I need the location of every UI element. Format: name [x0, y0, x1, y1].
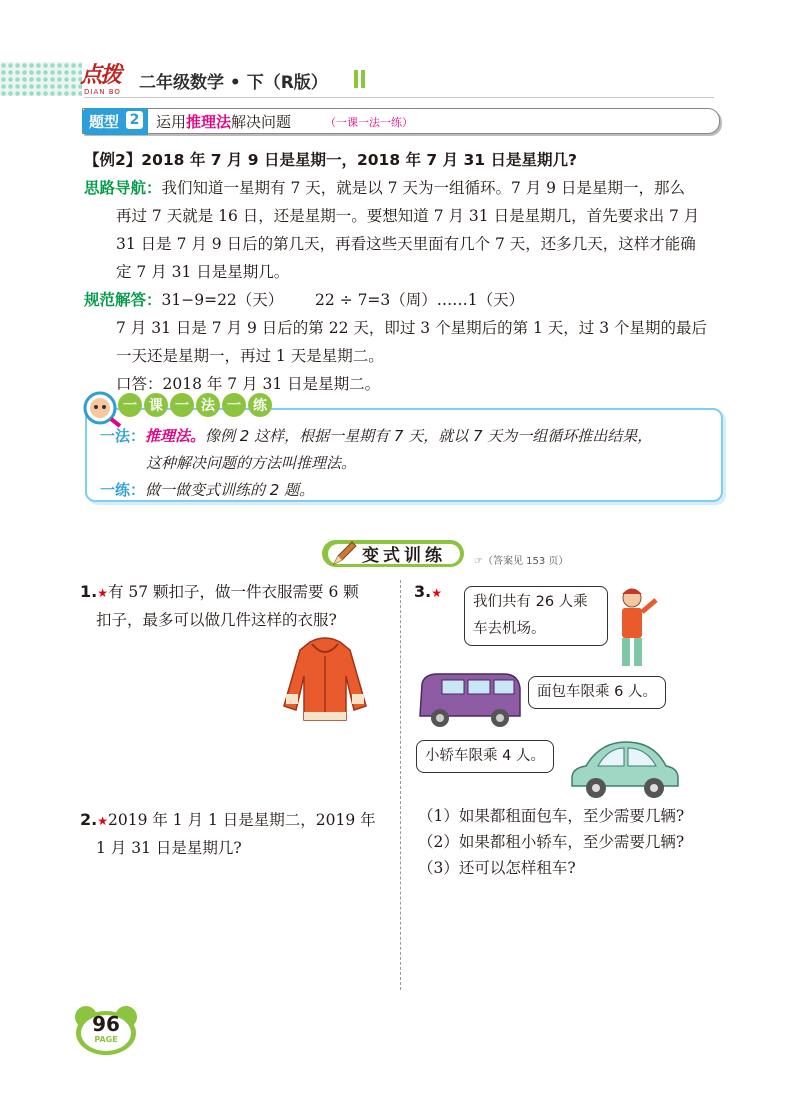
star-icon: ★ [431, 586, 442, 600]
answer-line-2: 一天还是星期一，再过 1 天是星期二。 [116, 347, 384, 365]
guide-label: 思路导航： [84, 179, 162, 197]
page-number: 96 [92, 1012, 120, 1036]
speech-bubble-van: 面包车限乘 6 人。 [528, 676, 666, 709]
star-icon: ★ [97, 586, 108, 600]
guide-line-3: 31 日是 7 月 9 日后的第几天，再看这些天里面有几个 7 天，还多几天，这样才能确 [116, 235, 696, 253]
method-fa-line-2: 这种解决问题的方法叫推理法。 [146, 454, 357, 472]
badge-char: 一 [175, 398, 189, 414]
column-divider [400, 580, 401, 990]
guide-line-4: 定 7 月 31 日是星期几。 [116, 263, 290, 281]
van-icon [416, 670, 524, 736]
page-label: PAGE [94, 1035, 118, 1044]
method-fa-line-1: 一法：推理法。像例 2 这样，根据一星期有 7 天，就以 7 天为一组循环推出结果， [100, 427, 653, 445]
q3-number: 3.★ [414, 582, 442, 601]
q1-line-1: 1.★有 57 颗扣子，做一件衣服需要 6 颗 [80, 582, 359, 601]
logo-sub: DIAN BO [84, 88, 121, 96]
q3-sub-2: （2）如果都租小轿车，至少需要几辆? [418, 833, 685, 851]
answer-equation-2: 22 ÷ 7=3（周）……1（天） [315, 291, 525, 309]
answer-line-3: 口答：2018 年 7 月 31 日是星期二。 [116, 375, 381, 393]
badge-char: 练 [253, 398, 267, 414]
car-icon [566, 738, 682, 806]
type-subtitle: （一课一法一练） [325, 116, 413, 129]
answer-line-1: 7 月 31 日是 7 月 9 日后的第 22 天，即过 3 个星期后的第 1 天，过 3 个星期的最后 [116, 319, 708, 337]
method-badge-chars [118, 390, 288, 424]
speech-bubble-car: 小轿车限乘 4 人。 [416, 740, 554, 773]
header-bars-decoration [354, 70, 368, 92]
q2-line-2: 1 月 31 日是星期几? [96, 839, 242, 857]
logo: 点拨 [80, 63, 121, 88]
type-number: 2 [126, 111, 143, 129]
child-icon [608, 584, 660, 676]
badge-char: 课 [149, 398, 163, 414]
type-title: 运用推理法解决问题 [156, 113, 292, 131]
badge-char: 一 [123, 398, 137, 414]
badge-char: 一 [227, 398, 241, 414]
guide-line-2: 再过 7 天就是 16 日，还是星期一。要想知道 7 月 31 日是星期几，首先要求出 7 月 [116, 207, 700, 225]
star-icon: ★ [97, 814, 108, 828]
speech-bubble-passengers: 我们共有 26 人乘 车去机场。 [464, 586, 608, 646]
q3-sub-3: （3）还可以怎样租车? [418, 859, 576, 877]
header-divider [84, 97, 714, 98]
q3-sub-1: （1）如果都租面包车，至少需要几辆? [418, 807, 685, 825]
q1-line-2: 扣子，最多可以做几件这样的衣服? [96, 611, 337, 629]
hoodie-icon [280, 636, 370, 728]
header-dot-pattern [0, 62, 82, 96]
variant-title: 变式训练 [362, 546, 446, 566]
example-question: 【例2】2018 年 7 月 9 日是星期一，2018 年 7 月 31 日是星期几? [84, 151, 577, 169]
guide-line-1: 思路导航：我们知道一星期有 7 天，就是以 7 天为一组循环。7 月 9 日是星期一，那么 [84, 179, 685, 197]
book-title: 二年级数学 • 下（R版） [139, 73, 328, 93]
variant-answer-ref: ☞（答案见 153 页） [474, 556, 569, 567]
pencil-icon [330, 540, 358, 572]
method-lian-line: 一练：做一做变式训练的 2 题。 [100, 481, 315, 499]
answer-equations: 规范解答：31−9=22（天） [84, 291, 284, 309]
answer-label: 规范解答： [84, 291, 162, 309]
badge-char: 法 [201, 398, 215, 414]
q2-line-1: 2.★2019 年 1 月 1 日是星期二，2019 年 [80, 810, 376, 829]
type-tag-label: 题型 [89, 113, 120, 131]
